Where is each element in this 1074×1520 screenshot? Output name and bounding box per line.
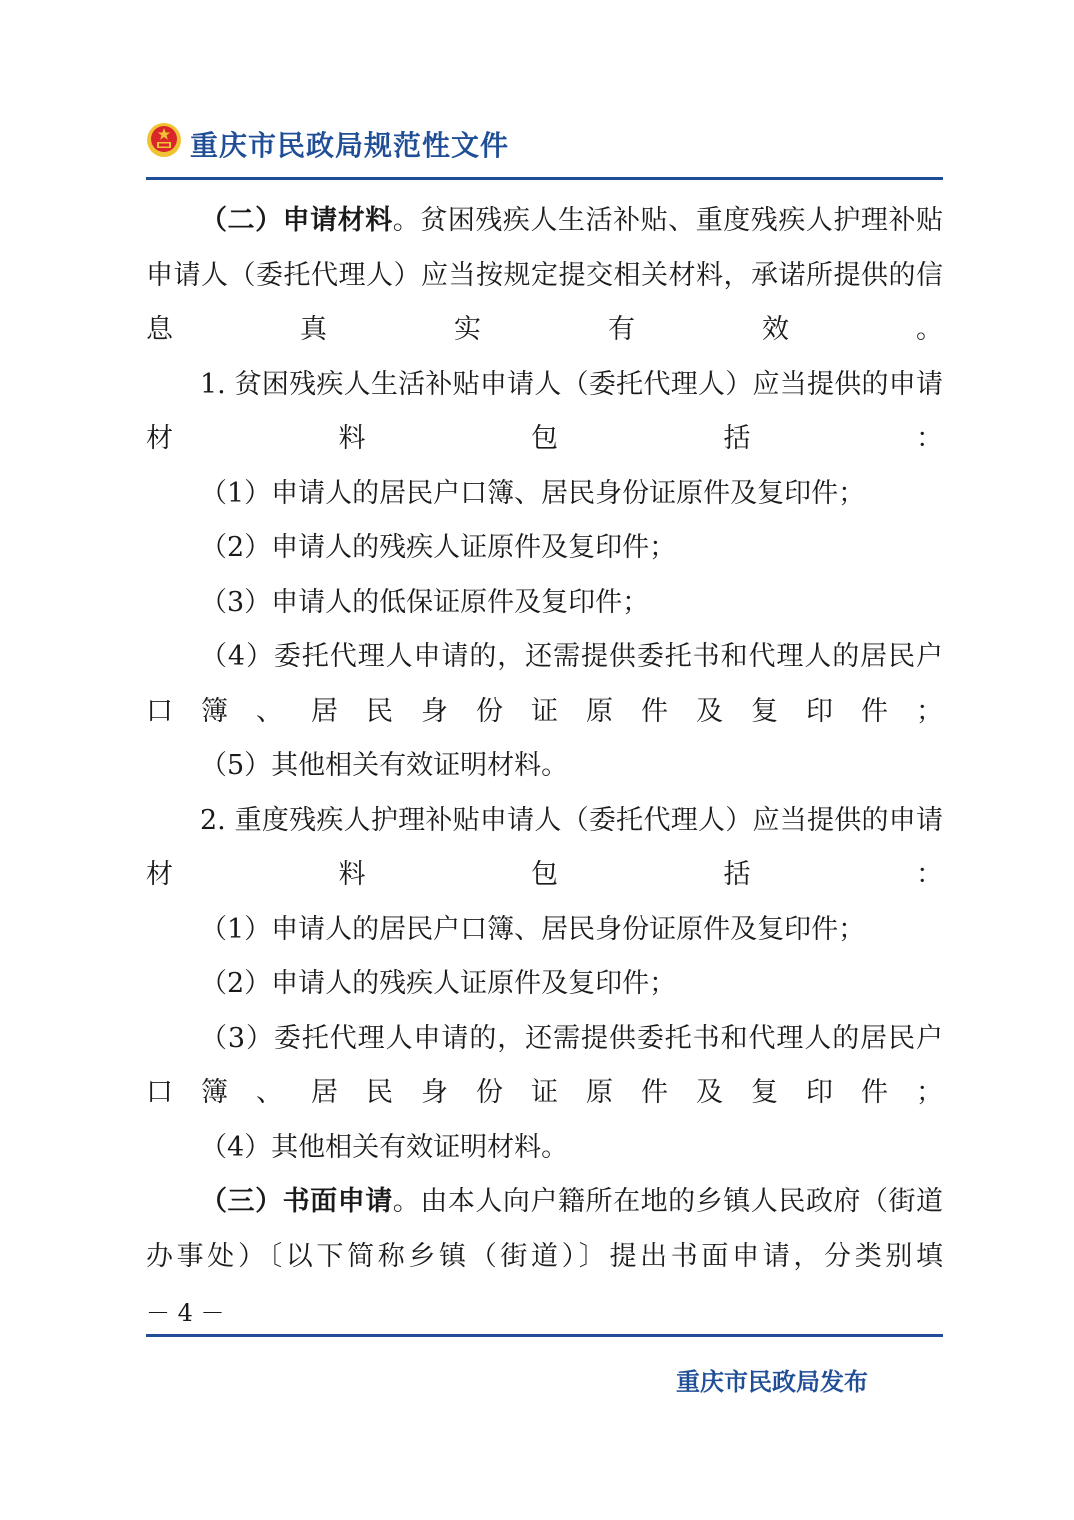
paragraph-item-2: 2. 重度残疾人护理补贴申请人（委托代理人）应当提供的申请材料包括： — [146, 804, 943, 890]
national-emblem-icon — [146, 122, 182, 158]
list-item: （3）委托代理人申请的，还需提供委托书和代理人的居民户口簿、居民身份证原件及复印件； — [146, 1022, 943, 1108]
paragraph-text: 。贫困残疾人生活补贴、重度残疾人护理补贴申请人（委托代理人）应当按规定提交相关材料，承诺所提供的信息真实有效。 — [146, 205, 944, 345]
list-item: （3）申请人的低保证原件及复印件； — [200, 586, 650, 618]
footer-divider — [146, 1334, 943, 1337]
header-title: 重庆市民政局规范性文件 — [190, 129, 510, 162]
document-body — [146, 194, 943, 1284]
paragraph-written-application — [146, 1175, 943, 1284]
list-item: （2）申请人的残疾人证原件及复印件； — [200, 532, 677, 563]
section-heading: （三）书面申请 — [200, 1186, 393, 1217]
list-item: （1）申请人的居民户口簿、居民身份证原件及复印件； — [200, 477, 866, 509]
paragraph-text: 。由本人向户籍所在地的乡镇人民政府（街道办事处）〔以下简称乡镇（街道）〕提出书面申请，分类别填 — [146, 1186, 944, 1272]
document-header — [146, 118, 943, 178]
page-number: － 4 － — [146, 1299, 225, 1327]
paragraph-item-1: 1. 贫困残疾人生活补贴申请人（委托代理人）应当提供的申请材料包括： — [146, 368, 943, 454]
list-item: （2）申请人的残疾人证原件及复印件； — [200, 968, 677, 999]
paragraph-application-materials — [146, 194, 943, 358]
section-heading: （二）申请材料 — [200, 205, 393, 236]
list-item: （4）其他相关有效证明材料。 — [200, 1131, 569, 1163]
footer-publisher: 重庆市民政局发布 — [676, 1368, 868, 1396]
list-item: （1）申请人的居民户口簿、居民身份证原件及复印件； — [200, 913, 866, 945]
list-item: （5）其他相关有效证明材料。 — [200, 750, 569, 781]
list-item: （4）委托代理人申请的，还需提供委托书和代理人的居民户口簿、居民身份证原件及复印件； — [146, 641, 943, 727]
header-divider — [146, 177, 943, 180]
